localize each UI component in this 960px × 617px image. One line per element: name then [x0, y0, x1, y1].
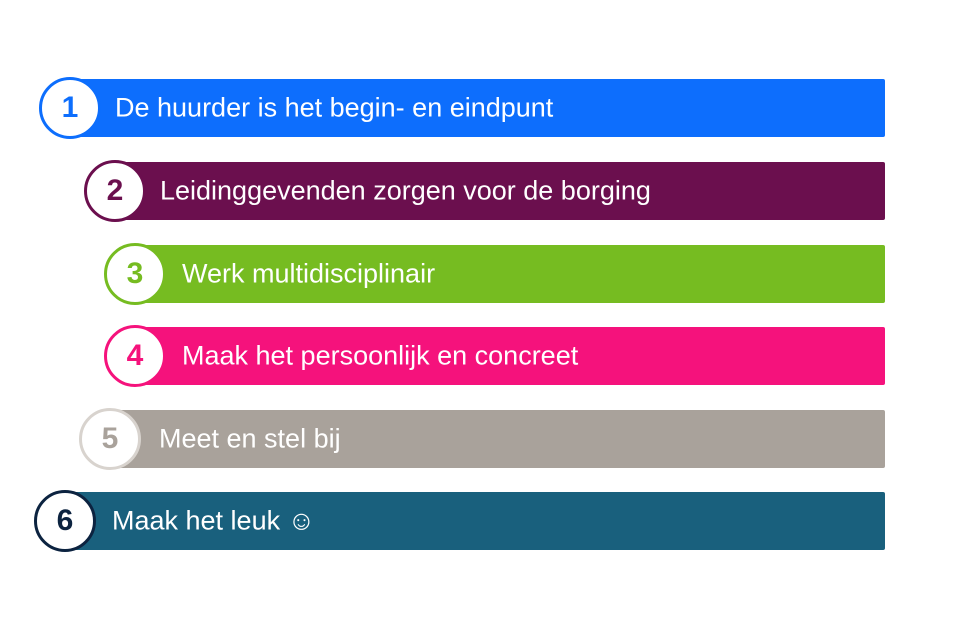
- item-label: Maak het persoonlijk en concreet: [182, 340, 579, 371]
- list-item: [0, 79, 960, 137]
- item-number-badge: [104, 243, 166, 305]
- item-label: De huurder is het begin- en eindpunt: [115, 92, 554, 123]
- list-item: [0, 245, 960, 303]
- item-number-badge: [84, 160, 146, 222]
- list-item: [0, 410, 960, 468]
- item-number-badge: [104, 325, 166, 387]
- item-label: Maak het leuk ☺: [112, 505, 316, 536]
- item-number: 5: [101, 422, 119, 455]
- item-label: Meet en stel bij: [159, 423, 341, 454]
- item-number: 1: [61, 91, 79, 124]
- list-item: [0, 162, 960, 220]
- item-label: Leidinggevenden zorgen voor de borging: [160, 175, 651, 206]
- item-number-badge: [79, 408, 141, 470]
- item-number: 6: [56, 504, 74, 537]
- item-number: 4: [126, 339, 144, 372]
- item-label: Werk multidisciplinair: [182, 258, 436, 289]
- item-number: 2: [106, 174, 124, 207]
- list-item: [0, 327, 960, 385]
- item-number-badge: [34, 490, 96, 552]
- item-number-badge: [39, 77, 101, 139]
- list-item: [0, 492, 960, 550]
- item-number: 3: [126, 257, 144, 290]
